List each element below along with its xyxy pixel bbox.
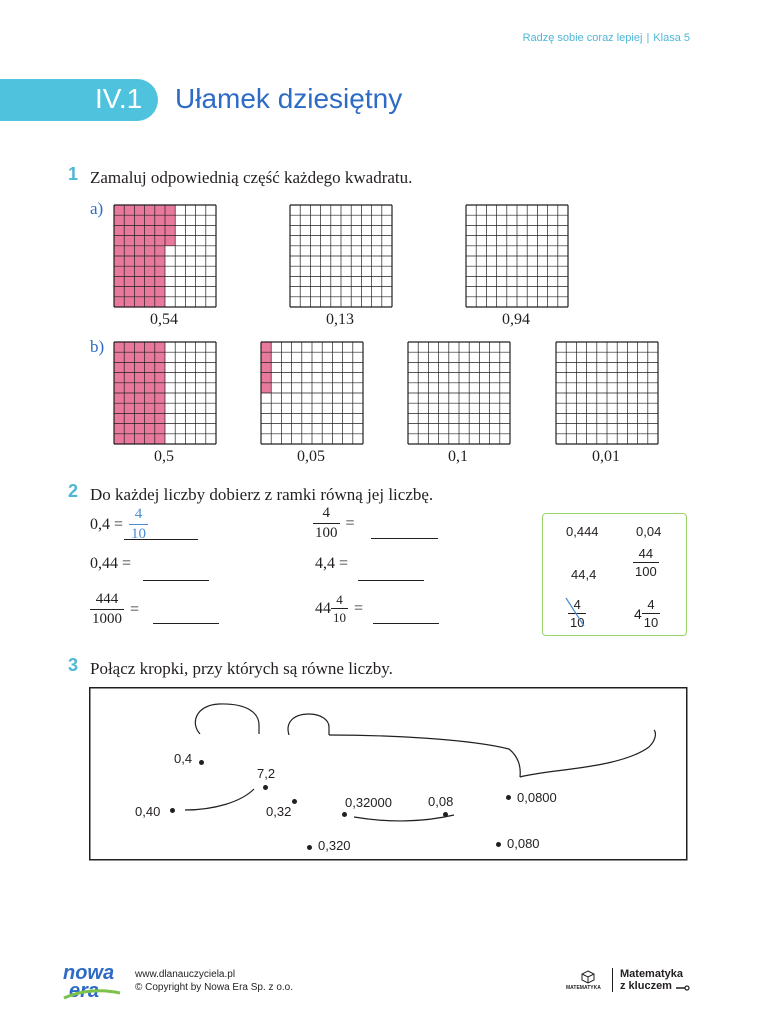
dot-7-2[interactable] bbox=[263, 785, 268, 790]
filled-cell bbox=[134, 393, 144, 403]
r2-left-answer-line[interactable] bbox=[143, 580, 209, 581]
filled-cell bbox=[134, 434, 144, 444]
r2-right-answer-line[interactable] bbox=[358, 580, 424, 581]
choice-4-10-fraction bbox=[568, 598, 586, 629]
filled-cell bbox=[261, 342, 271, 352]
filled-cell bbox=[124, 236, 134, 246]
task1-number: 1 bbox=[68, 164, 79, 184]
choice-4-4-10-fraction bbox=[642, 598, 660, 629]
label-0-32: 0,32 bbox=[266, 804, 292, 819]
label-0-320: 0,320 bbox=[318, 838, 351, 853]
filled-cell bbox=[145, 424, 155, 434]
filled-cell bbox=[165, 225, 175, 235]
mouse-tail bbox=[520, 730, 655, 777]
task2-row3-left bbox=[90, 592, 139, 627]
r3-left-answer-line[interactable] bbox=[153, 623, 219, 624]
r1-right-eq: = bbox=[345, 514, 355, 532]
filled-cell bbox=[114, 373, 124, 383]
label-0-40: 0,40 bbox=[135, 804, 161, 819]
r3-left-num: 444 bbox=[95, 591, 119, 607]
filled-cell bbox=[145, 266, 155, 276]
filled-cell bbox=[134, 297, 144, 307]
logo-line1: nowa bbox=[63, 962, 115, 984]
filled-cell bbox=[114, 352, 124, 362]
filled-cell bbox=[114, 276, 124, 286]
grid-caption-b-1: 0,05 bbox=[297, 448, 325, 465]
r1-left-expr: 0,4 = bbox=[90, 515, 124, 533]
choice-444[interactable]: 44,4 bbox=[571, 567, 597, 582]
footer-info bbox=[135, 968, 293, 994]
filled-cell bbox=[155, 236, 165, 246]
filled-cell bbox=[114, 362, 124, 372]
mouse-ear-2 bbox=[288, 714, 329, 735]
label-7-2: 7,2 bbox=[257, 766, 276, 781]
filled-cell bbox=[165, 205, 175, 215]
series-title: Radzę sobie coraz lepiej bbox=[522, 32, 643, 44]
grid-caption-a-2: 0,94 bbox=[502, 311, 530, 328]
filled-cell bbox=[134, 266, 144, 276]
filled-cell bbox=[165, 236, 175, 246]
mouse-ear-1 bbox=[195, 704, 259, 734]
r1-right-fraction bbox=[313, 506, 340, 541]
mouse-chin bbox=[185, 789, 254, 810]
choice-4-10-crossed[interactable] bbox=[568, 598, 586, 629]
filled-cell bbox=[114, 403, 124, 413]
grid-caption-a-1: 0,13 bbox=[326, 311, 354, 328]
r3-right-eq: = bbox=[354, 599, 364, 617]
lesson-number: IV.1 bbox=[95, 83, 143, 114]
filled-cell bbox=[155, 362, 165, 372]
filled-cell bbox=[134, 215, 144, 225]
filled-cell bbox=[114, 236, 124, 246]
choice-004[interactable]: 0,04 bbox=[636, 524, 662, 539]
filled-cell bbox=[155, 256, 165, 266]
filled-cell bbox=[124, 383, 134, 393]
dot-0-0800[interactable] bbox=[506, 795, 511, 800]
choice-4-4-10-den: 10 bbox=[643, 615, 659, 630]
choice-44-100-fraction bbox=[633, 547, 659, 578]
task2-instruction: Do każdej liczby dobierz z ramki równą jej liczbę. bbox=[90, 485, 434, 504]
filled-cell bbox=[145, 383, 155, 393]
filled-cell bbox=[165, 215, 175, 225]
hundred-grid-b-2[interactable] bbox=[407, 341, 511, 445]
filled-cell bbox=[124, 266, 134, 276]
filled-cell bbox=[145, 287, 155, 297]
label-0-32000: 0,32000 bbox=[345, 795, 392, 810]
filled-cell bbox=[145, 352, 155, 362]
filled-cell bbox=[145, 276, 155, 286]
choice-44-100-den: 100 bbox=[635, 564, 657, 579]
filled-cell bbox=[134, 276, 144, 286]
cross-out-mark bbox=[564, 596, 588, 630]
filled-cell bbox=[134, 383, 144, 393]
dot-0-08[interactable] bbox=[443, 812, 448, 817]
footer-website[interactable]: www.dlanauczyciela.pl bbox=[135, 969, 236, 980]
dot-0-32000[interactable] bbox=[342, 812, 347, 817]
filled-cell bbox=[145, 215, 155, 225]
label-0-4: 0,4 bbox=[174, 751, 193, 766]
grid-caption-a-0: 0,54 bbox=[150, 311, 178, 328]
r3-right-num: 4 bbox=[336, 592, 343, 607]
r1-right-num: 4 bbox=[322, 505, 330, 521]
filled-cell bbox=[155, 287, 165, 297]
r1-left-answer-num: 4 bbox=[134, 506, 143, 522]
hundred-grid-b-1[interactable] bbox=[260, 341, 364, 445]
logo-swoosh bbox=[62, 987, 122, 1001]
frame-border bbox=[90, 688, 687, 860]
r1-right-den: 100 bbox=[315, 525, 338, 541]
filled-cell bbox=[114, 225, 124, 235]
filled-cell bbox=[134, 205, 144, 215]
filled-cell bbox=[145, 342, 155, 352]
filled-cell bbox=[124, 246, 134, 256]
key-icon bbox=[676, 985, 690, 991]
r3-left-fraction bbox=[90, 592, 124, 627]
hundred-grid-a-1[interactable] bbox=[289, 204, 393, 308]
header-separator: | bbox=[646, 32, 650, 44]
choice-44-100-num: 44 bbox=[638, 546, 654, 561]
dot-0-320[interactable] bbox=[307, 845, 312, 850]
choice-44-100[interactable] bbox=[633, 547, 659, 578]
label-0-080: 0,080 bbox=[507, 836, 540, 851]
filled-cell bbox=[145, 393, 155, 403]
filled-cell bbox=[134, 236, 144, 246]
filled-cell bbox=[134, 352, 144, 362]
task3-number: 3 bbox=[68, 655, 79, 675]
task1-instruction: Zamaluj odpowiednią część każdego kwadratu. bbox=[90, 168, 413, 187]
task1-part-b-label: b) bbox=[90, 337, 105, 356]
r2-left-expr: 0,44 = bbox=[90, 555, 132, 572]
mouse-back bbox=[329, 735, 520, 777]
footer-copyright: © Copyright by Nowa Era Sp. z o.o. bbox=[135, 982, 293, 993]
filled-cell bbox=[134, 246, 144, 256]
filled-cell bbox=[155, 246, 165, 256]
filled-cell bbox=[124, 225, 134, 235]
filled-cell bbox=[114, 342, 124, 352]
filled-cell bbox=[261, 373, 271, 383]
dot-0-32[interactable] bbox=[292, 799, 297, 804]
choice-4-4-10[interactable] bbox=[634, 598, 660, 629]
filled-cell bbox=[124, 297, 134, 307]
filled-cell bbox=[124, 256, 134, 266]
grid-caption-b-2: 0,1 bbox=[448, 448, 468, 465]
filled-cell bbox=[155, 342, 165, 352]
filled-cell bbox=[155, 383, 165, 393]
r3-right-answer-line[interactable] bbox=[373, 623, 439, 624]
filled-cell bbox=[155, 424, 165, 434]
filled-cell bbox=[134, 373, 144, 383]
filled-cell bbox=[145, 236, 155, 246]
choice-4-4-10-whole: 4 bbox=[634, 605, 642, 622]
filled-cell bbox=[155, 403, 165, 413]
choice-4-10-den: 10 bbox=[570, 615, 585, 630]
filled-cell bbox=[134, 342, 144, 352]
filled-cell bbox=[134, 403, 144, 413]
filled-cell bbox=[124, 373, 134, 383]
filled-cell bbox=[114, 287, 124, 297]
label-0-08: 0,08 bbox=[428, 794, 454, 809]
dot-0-40[interactable] bbox=[170, 808, 175, 813]
r3-right-fraction bbox=[331, 593, 348, 624]
r1-left-answer-line[interactable] bbox=[124, 539, 198, 540]
filled-cell bbox=[145, 225, 155, 235]
r3-right-whole: 44 bbox=[315, 599, 331, 617]
grade-label: Klasa 5 bbox=[653, 32, 690, 44]
brand-line2: z kluczem bbox=[620, 980, 672, 992]
filled-cell bbox=[114, 393, 124, 403]
mouse-drawing-frame bbox=[89, 687, 688, 861]
filled-cell bbox=[145, 256, 155, 266]
filled-cell bbox=[261, 362, 271, 372]
r2-right-expr: 4,4 = bbox=[315, 555, 349, 572]
filled-cell bbox=[145, 205, 155, 215]
filled-cell bbox=[155, 352, 165, 362]
choice-0444[interactable]: 0,444 bbox=[566, 524, 599, 539]
r3-left-den: 1000 bbox=[92, 611, 122, 627]
filled-cell bbox=[155, 297, 165, 307]
mouse-belly bbox=[354, 815, 454, 821]
filled-cell bbox=[145, 403, 155, 413]
filled-cell bbox=[124, 413, 134, 423]
choice-4-4-10-num: 4 bbox=[647, 597, 655, 612]
r3-left-eq: = bbox=[130, 600, 140, 618]
filled-cell bbox=[155, 266, 165, 276]
r1-left-answer-fraction bbox=[129, 507, 148, 542]
filled-cell bbox=[134, 287, 144, 297]
task2-row1-left bbox=[90, 507, 148, 542]
filled-cell bbox=[145, 246, 155, 256]
filled-cell bbox=[114, 205, 124, 215]
brand-line1: Matematyka bbox=[620, 968, 683, 980]
filled-cell bbox=[114, 246, 124, 256]
filled-cell bbox=[114, 256, 124, 266]
filled-cell bbox=[124, 352, 134, 362]
filled-cell bbox=[145, 373, 155, 383]
filled-cell bbox=[114, 215, 124, 225]
filled-cell bbox=[145, 413, 155, 423]
hundred-grid-a-2[interactable] bbox=[465, 204, 569, 308]
filled-cell bbox=[134, 413, 144, 423]
filled-cell bbox=[114, 434, 124, 444]
brand-small-label: MATEMATYKA bbox=[566, 985, 601, 991]
filled-cell bbox=[145, 434, 155, 444]
filled-cell bbox=[114, 413, 124, 423]
filled-cell bbox=[134, 424, 144, 434]
filled-cell bbox=[124, 393, 134, 403]
filled-cell bbox=[134, 256, 144, 266]
series-header bbox=[523, 32, 690, 44]
brand-name bbox=[620, 968, 683, 992]
filled-cell bbox=[124, 276, 134, 286]
grid-caption-b-0: 0,5 bbox=[154, 448, 174, 465]
task1-part-a-label: a) bbox=[90, 199, 104, 218]
logo-line2: era bbox=[69, 980, 100, 1002]
r1-right-answer-line[interactable] bbox=[371, 538, 438, 539]
filled-cell bbox=[145, 362, 155, 372]
hundred-grid-b-0[interactable] bbox=[113, 341, 217, 445]
filled-cell bbox=[124, 205, 134, 215]
filled-cell bbox=[155, 373, 165, 383]
filled-cell bbox=[155, 225, 165, 235]
filled-cell bbox=[124, 287, 134, 297]
filled-cell bbox=[155, 215, 165, 225]
hundred-grid-a-0[interactable] bbox=[113, 204, 217, 308]
filled-cell bbox=[155, 413, 165, 423]
filled-cell bbox=[155, 434, 165, 444]
filled-cell bbox=[124, 434, 134, 444]
choice-4-10-num: 4 bbox=[573, 597, 581, 612]
task3-instruction: Połącz kropki, przy których są równe liczby. bbox=[90, 659, 393, 678]
dot-0-080[interactable] bbox=[496, 842, 501, 847]
filled-cell bbox=[261, 352, 271, 362]
filled-cell bbox=[134, 225, 144, 235]
filled-cell bbox=[124, 362, 134, 372]
filled-cell bbox=[114, 383, 124, 393]
brand-divider bbox=[612, 968, 613, 992]
filled-cell bbox=[124, 215, 134, 225]
filled-cell bbox=[114, 266, 124, 276]
filled-cell bbox=[124, 403, 134, 413]
filled-cell bbox=[261, 383, 271, 393]
filled-cell bbox=[114, 424, 124, 434]
filled-cell bbox=[145, 297, 155, 307]
filled-cell bbox=[124, 424, 134, 434]
filled-cell bbox=[134, 362, 144, 372]
label-0-0800: 0,0800 bbox=[517, 790, 557, 805]
lesson-title: Ułamek dziesiętny bbox=[175, 83, 403, 114]
task2-number: 2 bbox=[68, 481, 79, 501]
filled-cell bbox=[124, 342, 134, 352]
filled-cell bbox=[114, 297, 124, 307]
filled-cell bbox=[155, 393, 165, 403]
filled-cell bbox=[155, 205, 165, 215]
hundred-grid-b-3[interactable] bbox=[555, 341, 659, 445]
filled-cell bbox=[155, 276, 165, 286]
r1-left-answer-den: 10 bbox=[131, 526, 147, 542]
task2-row1-right bbox=[313, 506, 355, 541]
task2-row3-right bbox=[315, 593, 363, 624]
cube-icon bbox=[580, 970, 596, 984]
grid-caption-b-3: 0,01 bbox=[592, 448, 620, 465]
r3-right-den: 10 bbox=[333, 610, 346, 625]
dot-0-4[interactable] bbox=[199, 760, 204, 765]
